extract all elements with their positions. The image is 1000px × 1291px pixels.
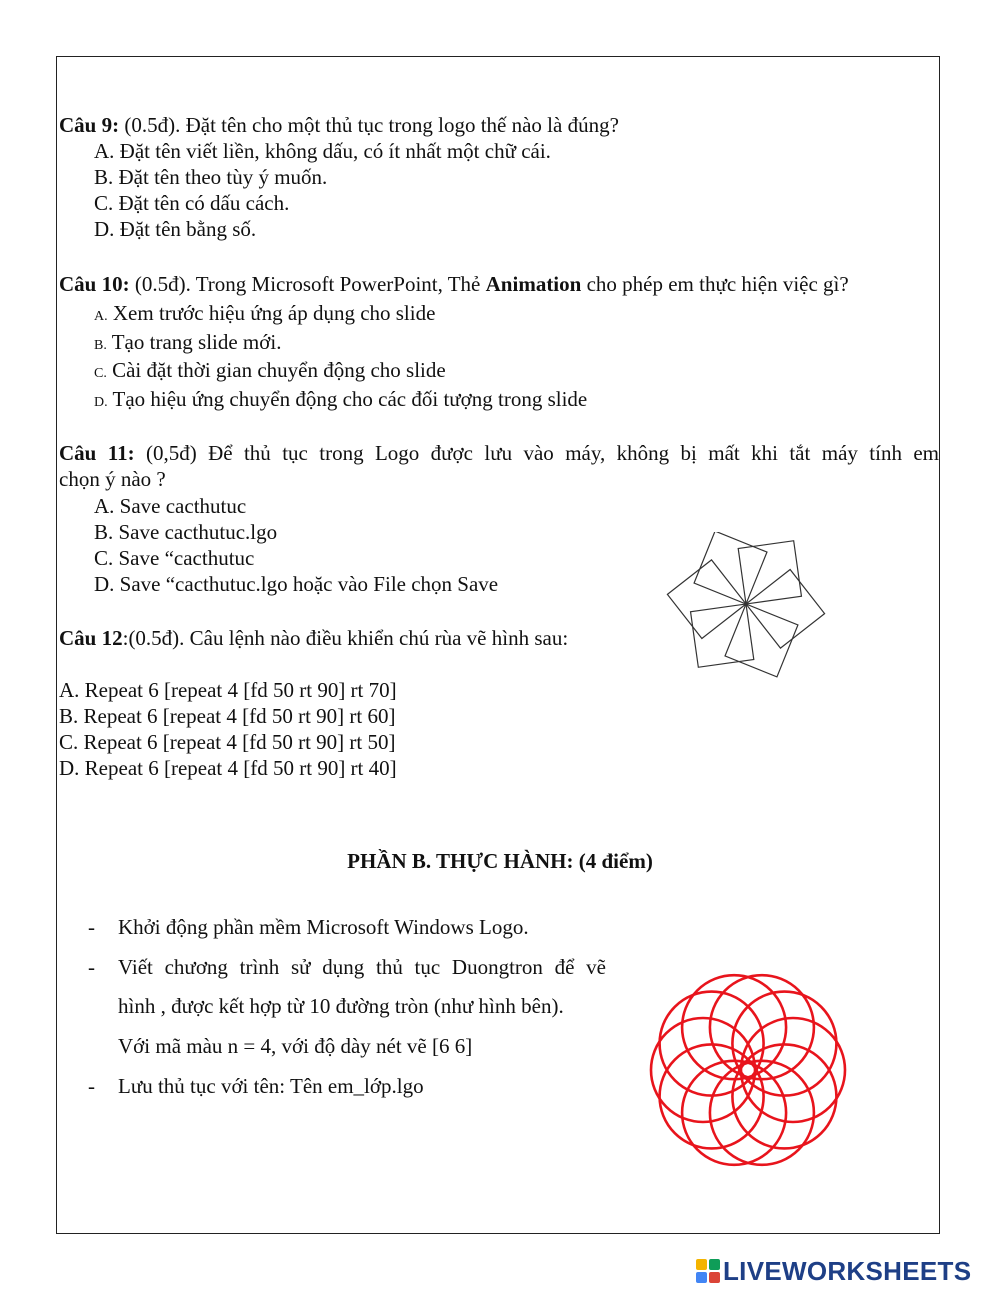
q11-option-d[interactable]: D. Save “cacthutuc.lgo hoặc vào File chọn Save: [94, 572, 499, 596]
q12-question: Câu 12:(0.5đ). Câu lệnh nào điều khiển chú rùa vẽ hình sau:: [59, 626, 569, 650]
ten-circles-figure: [630, 968, 870, 1178]
part-b-item-3: Lưu thủ tục với tên: Tên em_lớp.lgo: [118, 1074, 424, 1098]
q11-option-b[interactable]: B. Save cacthutuc.lgo: [94, 520, 278, 544]
liveworksheets-logo: [695, 1256, 971, 1286]
q10-option-a[interactable]: A. Xem trước hiệu ứng áp dụng cho slide: [94, 301, 436, 325]
q12-option-c[interactable]: C. Repeat 6 [repeat 4 [fd 50 rt 90] rt 50]: [59, 730, 396, 754]
q10-option-d[interactable]: D. Tạo hiệu ứng chuyển động cho các đối tượng trong slide: [94, 387, 588, 411]
q12-option-a[interactable]: A. Repeat 6 [repeat 4 [fd 50 rt 90] rt 70]: [59, 678, 397, 702]
q12-option-b[interactable]: B. Repeat 6 [repeat 4 [fd 50 rt 90] rt 60]: [59, 704, 396, 728]
part-b-item-2-line-2: hình , được kết hợp từ 10 đường tròn (như hình bên).: [118, 994, 564, 1018]
part-b-title: PHẦN B. THỰC HÀNH: (4 điểm): [347, 849, 653, 873]
q10-option-c[interactable]: C. Cài đặt thời gian chuyển động cho slide: [94, 358, 446, 382]
part-b-item-2-line-1: Viết chương trình sử dụng thủ tục Duongtron để vẽ: [118, 955, 606, 979]
rotated-squares-figure: [662, 532, 862, 692]
q9-question: Câu 9: (0.5đ). Đặt tên cho một thủ tục trong logo thế nào là đúng?: [59, 113, 619, 137]
q12-option-d[interactable]: D. Repeat 6 [repeat 4 [fd 50 rt 90] rt 40]: [59, 756, 397, 780]
bullet-dash-3: -: [88, 1074, 95, 1098]
q9-option-a[interactable]: A. Đặt tên viết liền, không dấu, có ít nhất một chữ cái.: [94, 139, 551, 163]
q11-question-line2: chọn ý nào ?: [59, 467, 166, 491]
liveworksheets-wordmark: LIVEWORKSHEETS: [723, 1255, 972, 1286]
q11-option-a[interactable]: A. Save cacthutuc: [94, 494, 247, 518]
q11-option-c[interactable]: C. Save “cacthutuc: [94, 546, 255, 570]
q11-question-line1: Câu 11: (0,5đ) Để thủ tục trong Logo được lưu vào máy, không bị mất khi tắt máy tính em: [59, 441, 939, 465]
part-b-item-2-line-3: Với mã màu n = 4, với độ dày nét vẽ [6 6]: [118, 1034, 473, 1058]
q9-option-b[interactable]: B. Đặt tên theo tùy ý muốn.: [94, 165, 328, 189]
q9-option-c[interactable]: C. Đặt tên có dấu cách.: [94, 191, 290, 215]
liveworksheets-icon: [695, 1258, 721, 1284]
square-6: [694, 532, 767, 604]
bullet-dash-2: -: [88, 955, 95, 979]
part-b-item-1: Khởi động phần mềm Microsoft Windows Logo.: [118, 915, 529, 939]
square-3: [725, 604, 798, 677]
bullet-dash-1: -: [88, 915, 95, 939]
q9-option-d[interactable]: D. Đặt tên bằng số.: [94, 217, 257, 241]
q10-question: Câu 10: (0.5đ). Trong Microsoft PowerPoint, Thẻ Animation cho phép em thực hiện việc gì?: [59, 272, 849, 296]
q10-option-b[interactable]: B. Tạo trang slide mới.: [94, 330, 282, 354]
